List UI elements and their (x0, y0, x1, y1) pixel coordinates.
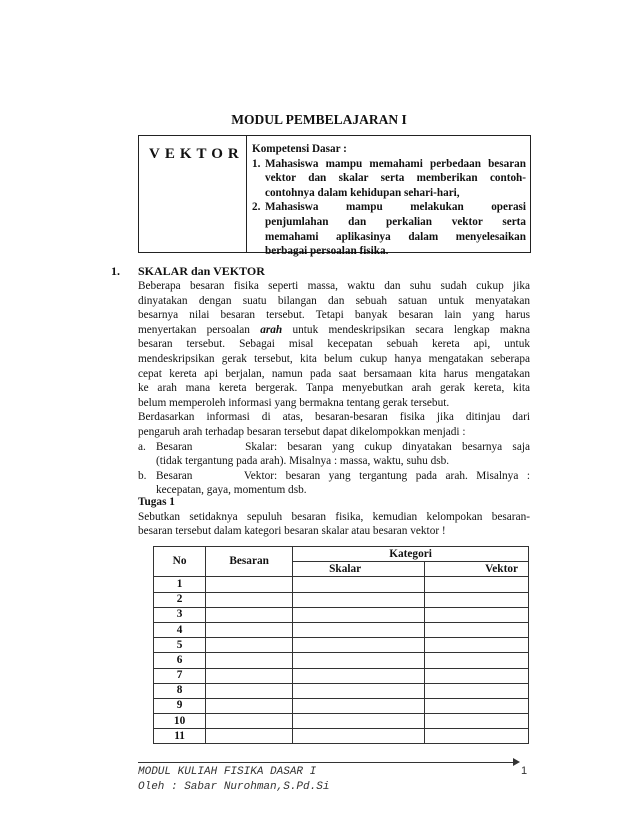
list-marker: b. (138, 469, 147, 482)
empty-cell[interactable] (206, 683, 293, 698)
empty-cell[interactable] (293, 698, 425, 713)
term-label: Besaran Skalar (156, 440, 274, 453)
term-definition-cont: kecepatan, gaya, momentum dsb. (156, 484, 307, 497)
empty-cell[interactable] (293, 638, 425, 653)
col-header-vektor: Vektor (425, 562, 529, 577)
task-line: besaran tersebut dalam kategori besaran skalar atau besaran vektor ! (138, 525, 446, 538)
category-table (153, 546, 529, 744)
competency-line: contohnya dalam kehidupan sehari-hari, (265, 186, 460, 199)
paragraph-line: mendeskripsikan gerak tersebut, kita belum cukup hanya mengatakan seberapa (138, 352, 530, 365)
table-body (154, 577, 529, 744)
paragraph-line: dinyatakan dengan suatu bilangan dan sebuah satuan untuk menyatakan (138, 294, 530, 307)
footer-arrow-icon (513, 758, 520, 766)
col-header-kategori: Kategori (293, 547, 529, 562)
competency-heading: Kompetensi Dasar : (252, 143, 347, 155)
row-number: 7 (154, 668, 206, 683)
page-title: MODUL PEMBELAJARAN I (231, 112, 407, 127)
table-row (154, 698, 529, 713)
paragraph-line: pengaruh arah terhadap besaran tersebut dapat dikelompokkan menjadi : (138, 425, 466, 438)
row-number: 9 (154, 698, 206, 713)
empty-cell[interactable] (293, 729, 425, 744)
section-body (138, 279, 530, 498)
col-header-no: No (154, 547, 206, 577)
empty-cell[interactable] (293, 592, 425, 607)
table-row (154, 577, 529, 592)
paragraph-line: besarnya nilai besaran tersebut. Tetapi banyak besaran lain yang harus (138, 309, 530, 322)
empty-cell[interactable] (425, 698, 529, 713)
empty-cell[interactable] (293, 577, 425, 592)
empty-cell[interactable] (206, 592, 293, 607)
empty-cell[interactable] (206, 729, 293, 744)
box-divider (246, 136, 247, 252)
row-number: 11 (154, 729, 206, 744)
topic-label: VEKTOR (149, 146, 244, 162)
paragraph-line: belum memperoleh informasi yang bermakna tentang gerak tersebut. (138, 396, 450, 409)
col-header-skalar: Skalar (293, 562, 425, 577)
paragraph-line (138, 323, 530, 338)
task-block (138, 495, 530, 539)
paragraph-line: cepat kereta api berjalan, namun pada saat bersamaan kita harus mengatakan (138, 367, 530, 380)
table-row (154, 714, 529, 729)
empty-cell[interactable] (425, 683, 529, 698)
table-row (154, 668, 529, 683)
row-number: 10 (154, 714, 206, 729)
row-number: 5 (154, 638, 206, 653)
col-header-besaran: Besaran (206, 547, 293, 577)
empty-cell[interactable] (206, 577, 293, 592)
empty-cell[interactable] (425, 714, 529, 729)
list-item-scalar (138, 440, 530, 469)
term-definition: : besaran yang tergantung pada arah. Misalnya : (274, 469, 530, 482)
competency-line: Mahasiswa mampu memahami perbedaan besaran (265, 157, 526, 170)
competency-num: 2. (252, 201, 261, 214)
list-item-vector (138, 469, 530, 498)
competency-num: 1. (252, 157, 261, 170)
table-row (154, 592, 529, 607)
paragraph-line: besaran tersebut. Sebagai misal kecepatan sebuah kereta api, untuk (138, 338, 530, 351)
competency-line: memahami aplikasinya dalam menyelesaikan (265, 230, 526, 243)
row-number: 1 (154, 577, 206, 592)
paragraph-line: ke arah mana kereta bergerak. Tanpa menyebutkan arah gerak kereta, kita (138, 382, 530, 395)
empty-cell[interactable] (425, 638, 529, 653)
task-title: Tugas 1 (138, 496, 175, 508)
text-span: untuk mendeskripsikan secara lengkap makna (292, 323, 530, 336)
competency-line: Mahasiswa mampu melakukan operasi (265, 201, 526, 214)
empty-cell[interactable] (293, 622, 425, 637)
competency-item-1 (252, 157, 526, 201)
row-number: 8 (154, 683, 206, 698)
empty-cell[interactable] (206, 698, 293, 713)
empty-cell[interactable] (206, 622, 293, 637)
empty-cell[interactable] (425, 668, 529, 683)
empty-cell[interactable] (425, 729, 529, 744)
empty-cell[interactable] (425, 607, 529, 622)
row-number: 4 (154, 622, 206, 637)
table-row (154, 683, 529, 698)
empty-cell[interactable] (425, 577, 529, 592)
footer (138, 765, 329, 795)
competency-item-2 (252, 200, 526, 258)
row-number: 6 (154, 653, 206, 668)
empty-cell[interactable] (425, 592, 529, 607)
row-number: 2 (154, 592, 206, 607)
row-number: 3 (154, 607, 206, 622)
competency-box (138, 135, 531, 258)
empty-cell[interactable] (206, 714, 293, 729)
emphasis-arah: arah (260, 323, 283, 336)
term-definition: : besaran yang cukup dinyatakan besarnya saja (274, 440, 530, 453)
empty-cell[interactable] (293, 653, 425, 668)
text-span: menyertakan persoalan (138, 323, 250, 336)
competency-line: penjumlahan dan perkalian vektor serta (265, 215, 526, 228)
footer-rule (138, 762, 518, 763)
table-row (154, 638, 529, 653)
section-number: 1. (111, 264, 120, 278)
footer-line-1: MODUL KULIAH FISIKA DASAR I (138, 766, 317, 778)
page-number: 1 (521, 765, 528, 777)
footer-line-2: Oleh : Sabar Nurohman,S.Pd.Si (138, 781, 330, 793)
empty-cell[interactable] (425, 653, 529, 668)
list-marker: a. (138, 440, 146, 453)
term-label: Besaran Vektor (156, 469, 274, 482)
table-row (154, 729, 529, 744)
competency-line: berbagai persoalan fisika. (265, 245, 389, 258)
term-definition-cont: (tidak tergantung pada arah). Misalnya : massa, waktu, suhu dsb. (156, 455, 450, 468)
section-title: SKALAR dan VEKTOR (138, 264, 265, 278)
empty-cell[interactable] (425, 622, 529, 637)
empty-cell[interactable] (293, 714, 425, 729)
section-heading (111, 264, 265, 279)
empty-cell[interactable] (206, 607, 293, 622)
empty-cell[interactable] (206, 668, 293, 683)
empty-cell[interactable] (293, 668, 425, 683)
empty-cell[interactable] (206, 653, 293, 668)
competency-line: vektor dan skalar serta memberikan contoh- (265, 172, 526, 185)
paragraph-line: Berdasarkan informasi di atas, besaran-besaran fisika jika ditinjau dari (138, 411, 530, 424)
empty-cell[interactable] (293, 607, 425, 622)
task-line: Sebutkan setidaknya sepuluh besaran fisika, kemudian kelompokan besaran- (138, 510, 530, 523)
table-row (154, 622, 529, 637)
table-row (154, 653, 529, 668)
paragraph-line: Beberapa besaran fisika seperti massa, waktu dan suhu sudah cukup jika (138, 280, 530, 292)
table-row (154, 607, 529, 622)
empty-cell[interactable] (206, 638, 293, 653)
competency-content (252, 142, 526, 259)
empty-cell[interactable] (293, 683, 425, 698)
